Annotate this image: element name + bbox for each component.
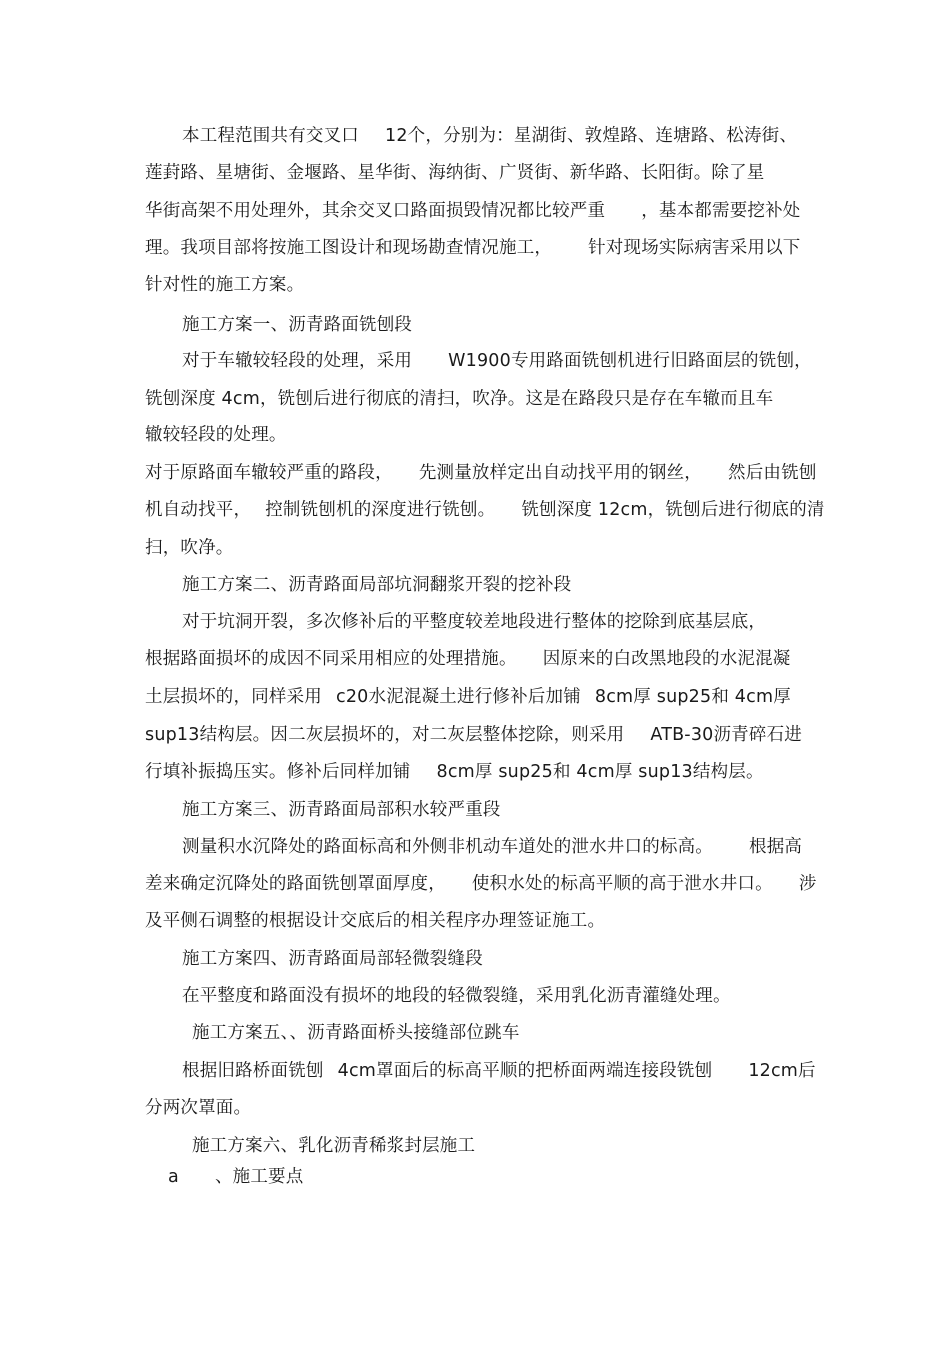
text-span: 铣刨深度 12cm，铣刨后进行彻底的清 bbox=[521, 500, 825, 520]
text-span: 4cm罩面后的标高平顺的把桥面两端连接段铣刨 bbox=[337, 1061, 713, 1081]
text-span: 8cm厚 sup25和 4cm厚 sup13结构层。 bbox=[436, 762, 764, 782]
section-heading bbox=[182, 574, 571, 596]
heading-text: 施工方案二、沥青路面局部坑洞翻浆开裂的挖补段 bbox=[182, 575, 572, 595]
text-line bbox=[182, 350, 812, 372]
text-span: 分两次罩面。 bbox=[145, 1098, 252, 1118]
section-heading bbox=[192, 1022, 520, 1044]
text-line bbox=[145, 761, 764, 783]
text-line bbox=[145, 462, 817, 484]
text-span: 测量积水沉降处的路面标高和外侧非机动车道处的泄水井口的标高。 bbox=[182, 837, 713, 857]
text-span: 12个，分别为：星湖街、敦煌路、连塘路、松涛街、 bbox=[385, 126, 798, 146]
heading-text: 施工方案四、沥青路面局部轻微裂缝段 bbox=[182, 949, 483, 969]
text-span: c20水泥混凝土进行修补后加铺 bbox=[336, 687, 581, 707]
text-line bbox=[182, 1060, 816, 1082]
text-span: 因原来的白改黑地段的水泥混凝 bbox=[542, 649, 791, 669]
text-span: ，基本都需要挖补处 bbox=[641, 201, 801, 221]
text-span: 对于坑洞开裂，多次修补后的平整度较差地段进行整体的挖除到底基层底， bbox=[182, 612, 767, 632]
text-span: sup13结构层。因二灰层损坏的，对二灰层整体挖除，则采用 bbox=[145, 725, 625, 745]
sub-text: 、施工要点 bbox=[214, 1167, 304, 1187]
text-span: 8cm厚 sup25和 4cm厚 bbox=[594, 687, 791, 707]
text-span: 莲葑路、星塘街、金堰路、星华街、海纳街、广贤街、新华路、长阳街。除了星 bbox=[145, 163, 765, 183]
text-span: 行填补振捣压实。修补后同样加铺 bbox=[145, 762, 411, 782]
text-line bbox=[182, 836, 802, 858]
section-heading bbox=[182, 948, 483, 970]
text-line bbox=[145, 724, 802, 746]
text-span: 机自动找平， bbox=[145, 500, 252, 520]
text-line bbox=[145, 499, 825, 521]
section-heading bbox=[192, 1135, 475, 1157]
text-span: 12cm后 bbox=[748, 1061, 816, 1081]
text-span: 针对性的施工方案。 bbox=[145, 275, 305, 295]
sub-letter: a bbox=[168, 1167, 179, 1187]
text-line bbox=[145, 910, 605, 932]
heading-text: 施工方案五、、沥青路面桥头接缝部位跳车 bbox=[192, 1023, 520, 1043]
text-line bbox=[145, 537, 234, 559]
text-span: 扫，吹净。 bbox=[145, 538, 234, 558]
text-span: 涉 bbox=[798, 874, 817, 894]
text-span: 控制铣刨机的深度进行铣刨。 bbox=[265, 500, 496, 520]
section-heading bbox=[182, 314, 412, 336]
text-line bbox=[182, 611, 766, 633]
subsection-heading bbox=[168, 1166, 303, 1188]
text-span: 华街高架不用处理外，其余交叉口路面损毁情况都比较严重 bbox=[145, 201, 606, 221]
text-line bbox=[145, 424, 287, 446]
text-span: 根据路面损坏的成因不同采用相应的处理措施。 bbox=[145, 649, 517, 669]
text-line bbox=[145, 200, 801, 222]
text-span: 对于原路面车辙较严重的路段， bbox=[145, 463, 393, 483]
text-line bbox=[145, 873, 817, 895]
section-heading bbox=[182, 799, 501, 821]
text-span: 土层损坏的，同样采用 bbox=[145, 687, 322, 707]
text-line bbox=[182, 125, 797, 147]
text-span: 及平侧石调整的根据设计交底后的相关程序办理签证施工。 bbox=[145, 911, 606, 931]
text-line bbox=[145, 237, 801, 259]
text-span: 使积水处的标高平顺的高于泄水井口。 bbox=[471, 874, 773, 894]
text-span: ATB-30沥青碎石进 bbox=[650, 725, 802, 745]
text-span: 根据旧路桥面铣刨 bbox=[182, 1061, 324, 1081]
heading-text: 施工方案六、乳化沥青稀浆封层施工 bbox=[192, 1136, 476, 1156]
heading-text: 施工方案一、沥青路面铣刨段 bbox=[182, 315, 413, 335]
text-span: 对于车辙较轻段的处理，采用 bbox=[182, 351, 413, 371]
text-span: 针对现场实际病害采用以下 bbox=[588, 238, 801, 258]
text-span: 差来确定沉降处的路面铣刨罩面厚度， bbox=[145, 874, 446, 894]
text-span: 根据高 bbox=[749, 837, 803, 857]
text-line bbox=[145, 162, 765, 184]
text-line bbox=[182, 985, 731, 1007]
text-line bbox=[145, 1097, 251, 1119]
text-span: 然后由铣刨 bbox=[728, 463, 817, 483]
text-line bbox=[145, 274, 304, 296]
text-span: 本工程范围共有交叉口 bbox=[182, 126, 359, 146]
text-span: 理。我项目部将按施工图设计和现场勘查情况施工， bbox=[145, 238, 553, 258]
text-span: 先测量放样定出自动找平用的钢丝， bbox=[418, 463, 703, 483]
text-span: 在平整度和路面没有损坏的地段的轻微裂缝，采用乳化沥青灌缝处理。 bbox=[182, 986, 731, 1006]
text-span: 辙较轻段的处理。 bbox=[145, 425, 287, 445]
text-line bbox=[145, 686, 791, 708]
heading-text: 施工方案三、沥青路面局部积水较严重段 bbox=[182, 800, 501, 820]
text-line bbox=[145, 648, 791, 670]
text-span: 铣刨深度 4cm，铣刨后进行彻底的清扫，吹净。这是在路段只是存在车辙而且车 bbox=[145, 389, 774, 409]
text-line bbox=[145, 388, 773, 410]
text-span: W1900专用路面铣刨机进行旧路面层的铣刨， bbox=[448, 351, 812, 371]
